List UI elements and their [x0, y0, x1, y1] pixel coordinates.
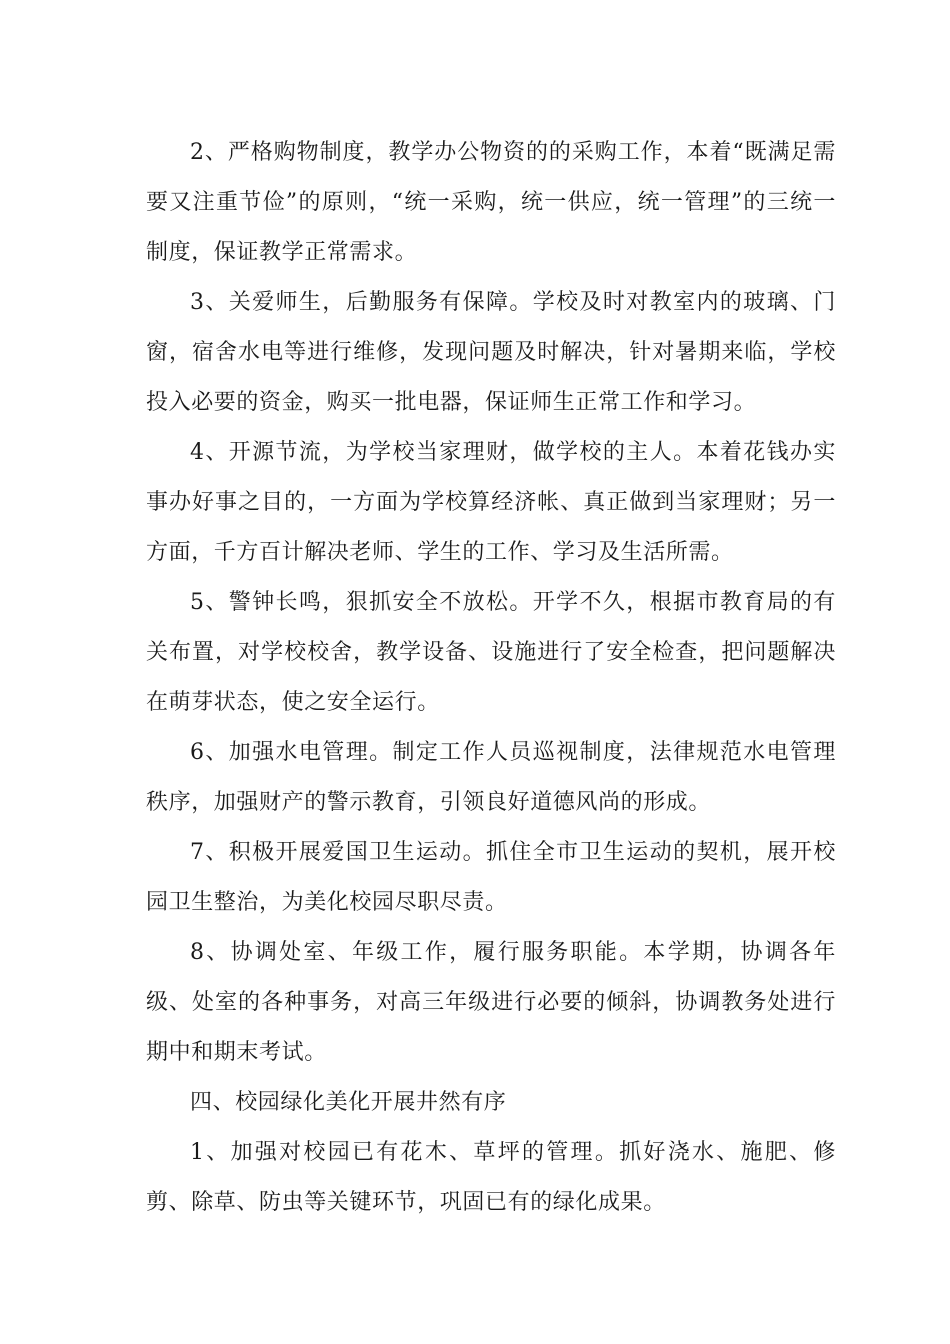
document-body: [146, 128, 836, 1228]
section-heading: 四、校园绿化美化开展井然有序: [190, 1090, 507, 1115]
paragraph-hygiene: 7、积极开展爱国卫生运动。抓住全市卫生运动的契机，展开校园卫生整治，为美化校园尽职尽责。: [146, 840, 836, 915]
paragraph-utilities: 6、加强水电管理。制定工作人员巡视制度，法律规范水电管理秩序，加强财产的警示教育，引领良好道德风尚的形成。: [146, 740, 836, 815]
paragraph-logistics-service: 3、关爱师生，后勤服务有保障。学校及时对教室内的玻璃、门窗，宿舍水电等进行维修，发现问题及时解决，针对暑期来临，学校投入必要的资金，购买一批电器，保证师生正常工作和学习。: [146, 290, 836, 415]
paragraph-safety: 5、警钟长鸣，狠抓安全不放松。开学不久，根据市教育局的有关布置，对学校校舍，教学设备、设施进行了安全检查，把问题解决在萌芽状态，使之安全运行。: [146, 590, 836, 715]
paragraph-coordination: 8、协调处室、年级工作，履行服务职能。本学期，协调各年级、处室的各种事务，对高三年级进行必要的倾斜，协调教务处进行期中和期末考试。: [146, 940, 836, 1065]
paragraph-financial-management: 4、开源节流，为学校当家理财，做学校的主人。本着花钱办实事办好事之目的，一方面为学校算经济帐、真正做到当家理财；另一方面，千方百计解决老师、学生的工作、学习及生活所需。: [146, 440, 836, 565]
paragraph-procurement: 2、严格购物制度，教学办公物资的的采购工作，本着“既满足需要又注重节俭”的原则，“统一采购，统一供应，统一管理”的三统一制度，保证教学正常需求。: [146, 140, 836, 265]
paragraph-greenery: 1、加强对校园已有花木、草坪的管理。抓好浇水、施肥、修剪、除草、防虫等关键环节，巩固已有的绿化成果。: [146, 1140, 836, 1215]
